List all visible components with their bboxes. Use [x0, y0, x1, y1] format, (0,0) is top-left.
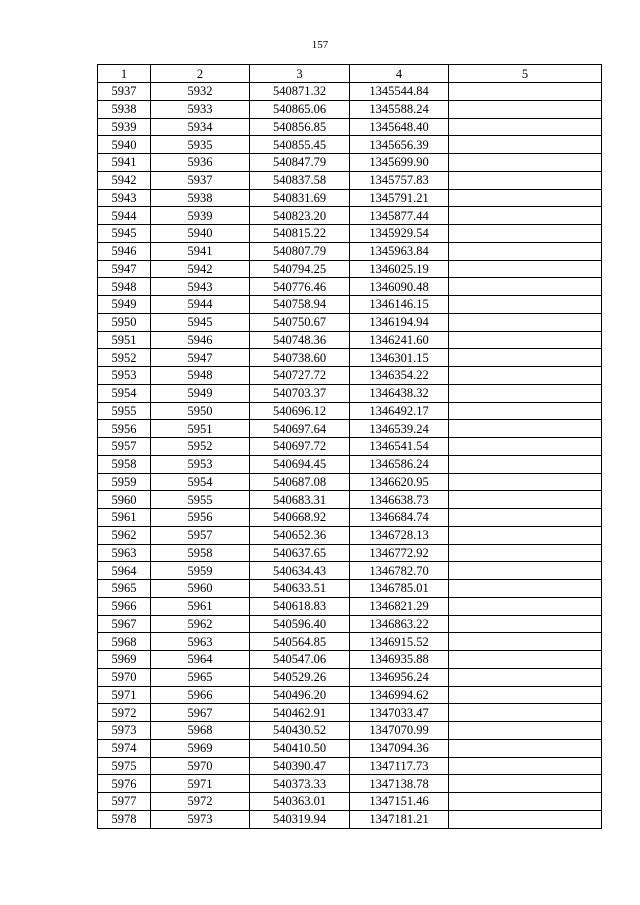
table-cell-col-3: 540697.64 [250, 420, 350, 438]
table-row [98, 313, 602, 331]
table-cell-col-5 [449, 580, 602, 598]
table-cell-col-1: 5945 [98, 225, 151, 243]
table-cell-col-2: 5965 [151, 668, 250, 686]
table-row [98, 331, 602, 349]
table-cell-col-2: 5967 [151, 704, 250, 722]
table-cell-col-3: 540390.47 [250, 757, 350, 775]
table-cell-col-2: 5943 [151, 278, 250, 296]
table-cell-col-4: 1345963.84 [350, 242, 449, 260]
table-cell-col-1: 5950 [98, 313, 151, 331]
table-row [98, 633, 602, 651]
table-cell-col-1: 5962 [98, 526, 151, 544]
column-header-5: 5 [449, 65, 602, 83]
table-cell-col-4: 1346620.95 [350, 473, 449, 491]
table-cell-col-5 [449, 83, 602, 101]
table-cell-col-5 [449, 793, 602, 811]
table-cell-col-4: 1346782.70 [350, 562, 449, 580]
table-cell-col-4: 1345757.83 [350, 171, 449, 189]
table-cell-col-5 [449, 473, 602, 491]
table-cell-col-2: 5948 [151, 367, 250, 385]
table-cell-col-1: 5951 [98, 331, 151, 349]
table-row [98, 189, 602, 207]
table-cell-col-4: 1347151.46 [350, 793, 449, 811]
table-cell-col-1: 5972 [98, 704, 151, 722]
table-cell-col-5 [449, 367, 602, 385]
table-cell-col-1: 5978 [98, 810, 151, 828]
table-cell-col-2: 5958 [151, 544, 250, 562]
table-cell-col-3: 540683.31 [250, 491, 350, 509]
table-cell-col-4: 1347138.78 [350, 775, 449, 793]
table-cell-col-3: 540855.45 [250, 136, 350, 154]
table-cell-col-1: 5943 [98, 189, 151, 207]
table-row [98, 775, 602, 793]
table-cell-col-5 [449, 384, 602, 402]
table-cell-col-1: 5965 [98, 580, 151, 598]
column-header-2: 2 [151, 65, 250, 83]
table-cell-col-5 [449, 491, 602, 509]
column-header-4: 4 [350, 65, 449, 83]
table-cell-col-1: 5958 [98, 455, 151, 473]
table-cell-col-5 [449, 686, 602, 704]
table-cell-col-5 [449, 420, 602, 438]
table-cell-col-2: 5935 [151, 136, 250, 154]
table-row [98, 544, 602, 562]
table-cell-col-1: 5967 [98, 615, 151, 633]
table-cell-col-3: 540634.43 [250, 562, 350, 580]
table-cell-col-3: 540496.20 [250, 686, 350, 704]
table-row [98, 100, 602, 118]
table-row [98, 171, 602, 189]
table-cell-col-3: 540652.36 [250, 526, 350, 544]
table-cell-col-4: 1346241.60 [350, 331, 449, 349]
column-header-1: 1 [98, 65, 151, 83]
table-cell-col-3: 540847.79 [250, 154, 350, 172]
table-row [98, 225, 602, 243]
table-cell-col-3: 540596.40 [250, 615, 350, 633]
table-cell-col-4: 1345791.21 [350, 189, 449, 207]
table-cell-col-3: 540750.67 [250, 313, 350, 331]
table-cell-col-3: 540856.85 [250, 118, 350, 136]
table-cell-col-4: 1347117.73 [350, 757, 449, 775]
table-cell-col-1: 5970 [98, 668, 151, 686]
table-cell-col-4: 1347181.21 [350, 810, 449, 828]
table-cell-col-4: 1345929.54 [350, 225, 449, 243]
table-cell-col-4: 1346586.24 [350, 455, 449, 473]
table-cell-col-3: 540696.12 [250, 402, 350, 420]
table-cell-col-2: 5959 [151, 562, 250, 580]
table-cell-col-4: 1345656.39 [350, 136, 449, 154]
table-cell-col-2: 5938 [151, 189, 250, 207]
table-row [98, 438, 602, 456]
table-cell-col-5 [449, 509, 602, 527]
table-cell-col-5 [449, 526, 602, 544]
table-row [98, 722, 602, 740]
table-cell-col-3: 540410.50 [250, 739, 350, 757]
table-cell-col-3: 540668.92 [250, 509, 350, 527]
table-row [98, 136, 602, 154]
table-cell-col-2: 5939 [151, 207, 250, 225]
table-cell-col-4: 1346785.01 [350, 580, 449, 598]
table-cell-col-3: 540462.91 [250, 704, 350, 722]
table-row [98, 420, 602, 438]
table-cell-col-4: 1346025.19 [350, 260, 449, 278]
table-cell-col-2: 5937 [151, 171, 250, 189]
table-cell-col-5 [449, 810, 602, 828]
table-row [98, 367, 602, 385]
table-row [98, 491, 602, 509]
table-cell-col-1: 5977 [98, 793, 151, 811]
table-cell-col-3: 540807.79 [250, 242, 350, 260]
table-cell-col-3: 540776.46 [250, 278, 350, 296]
table-cell-col-5 [449, 225, 602, 243]
table-header [98, 65, 602, 83]
table-cell-col-3: 540831.69 [250, 189, 350, 207]
table-cell-col-1: 5956 [98, 420, 151, 438]
table-cell-col-5 [449, 757, 602, 775]
column-header-3: 3 [250, 65, 350, 83]
table-cell-col-4: 1346090.48 [350, 278, 449, 296]
table-cell-col-3: 540687.08 [250, 473, 350, 491]
table-cell-col-1: 5968 [98, 633, 151, 651]
table-cell-col-1: 5938 [98, 100, 151, 118]
table-cell-col-2: 5964 [151, 651, 250, 669]
table-cell-col-3: 540430.52 [250, 722, 350, 740]
table-cell-col-5 [449, 668, 602, 686]
table-cell-col-2: 5953 [151, 455, 250, 473]
table-cell-col-1: 5963 [98, 544, 151, 562]
table-cell-col-3: 540823.20 [250, 207, 350, 225]
table-cell-col-5 [449, 562, 602, 580]
table-cell-col-5 [449, 739, 602, 757]
table-row [98, 509, 602, 527]
table-row [98, 118, 602, 136]
table-cell-col-1: 5939 [98, 118, 151, 136]
table-cell-col-5 [449, 171, 602, 189]
table-cell-col-3: 540694.45 [250, 455, 350, 473]
table-cell-col-5 [449, 651, 602, 669]
table-cell-col-2: 5933 [151, 100, 250, 118]
table-cell-col-3: 540618.83 [250, 597, 350, 615]
table-cell-col-4: 1346438.32 [350, 384, 449, 402]
table-cell-col-4: 1347070.99 [350, 722, 449, 740]
table-cell-col-1: 5948 [98, 278, 151, 296]
table-cell-col-5 [449, 633, 602, 651]
table-cell-col-1: 5966 [98, 597, 151, 615]
table-cell-col-3: 540529.26 [250, 668, 350, 686]
table-cell-col-3: 540758.94 [250, 296, 350, 314]
table-row [98, 686, 602, 704]
table-cell-col-1: 5944 [98, 207, 151, 225]
table-row [98, 526, 602, 544]
table-cell-col-5 [449, 242, 602, 260]
table-cell-col-3: 540633.51 [250, 580, 350, 598]
table-cell-col-4: 1347094.36 [350, 739, 449, 757]
table-cell-col-4: 1346194.94 [350, 313, 449, 331]
table-cell-col-3: 540738.60 [250, 349, 350, 367]
table-cell-col-4: 1345588.24 [350, 100, 449, 118]
table-cell-col-3: 540837.58 [250, 171, 350, 189]
coordinates-table [97, 64, 602, 829]
table-cell-col-3: 540319.94 [250, 810, 350, 828]
table-cell-col-2: 5934 [151, 118, 250, 136]
table-cell-col-2: 5947 [151, 349, 250, 367]
table-cell-col-3: 540697.72 [250, 438, 350, 456]
table-cell-col-2: 5951 [151, 420, 250, 438]
table-cell-col-5 [449, 278, 602, 296]
table-cell-col-1: 5955 [98, 402, 151, 420]
table-cell-col-3: 540815.22 [250, 225, 350, 243]
table-cell-col-2: 5945 [151, 313, 250, 331]
table-cell-col-5 [449, 313, 602, 331]
table-cell-col-2: 5941 [151, 242, 250, 260]
table-cell-col-1: 5959 [98, 473, 151, 491]
table-cell-col-5 [449, 260, 602, 278]
table-cell-col-3: 540748.36 [250, 331, 350, 349]
table-cell-col-2: 5956 [151, 509, 250, 527]
table-cell-col-2: 5969 [151, 739, 250, 757]
table-cell-col-2: 5961 [151, 597, 250, 615]
table-cell-col-2: 5949 [151, 384, 250, 402]
table-body [98, 83, 602, 829]
table-row [98, 384, 602, 402]
table-cell-col-1: 5946 [98, 242, 151, 260]
table-row [98, 83, 602, 101]
table-cell-col-3: 540637.65 [250, 544, 350, 562]
table-cell-col-4: 1346638.73 [350, 491, 449, 509]
table-cell-col-4: 1346994.62 [350, 686, 449, 704]
table-cell-col-2: 5968 [151, 722, 250, 740]
table-cell-col-1: 5940 [98, 136, 151, 154]
table-cell-col-4: 1346354.22 [350, 367, 449, 385]
table-row [98, 473, 602, 491]
table-cell-col-1: 5969 [98, 651, 151, 669]
table-cell-col-4: 1346539.24 [350, 420, 449, 438]
table-row [98, 402, 602, 420]
table-cell-col-2: 5952 [151, 438, 250, 456]
table-cell-col-4: 1345877.44 [350, 207, 449, 225]
table-cell-col-1: 5941 [98, 154, 151, 172]
table-cell-col-4: 1346728.13 [350, 526, 449, 544]
table-cell-col-4: 1346146.15 [350, 296, 449, 314]
table-cell-col-2: 5946 [151, 331, 250, 349]
table-cell-col-2: 5971 [151, 775, 250, 793]
table-cell-col-4: 1346956.24 [350, 668, 449, 686]
table-row [98, 455, 602, 473]
table-cell-col-1: 5960 [98, 491, 151, 509]
table-cell-col-4: 1345648.40 [350, 118, 449, 136]
table-cell-col-2: 5950 [151, 402, 250, 420]
table-cell-col-4: 1346863.22 [350, 615, 449, 633]
table-cell-col-2: 5957 [151, 526, 250, 544]
table-row [98, 278, 602, 296]
table-cell-col-5 [449, 722, 602, 740]
table-cell-col-2: 5970 [151, 757, 250, 775]
table-cell-col-5 [449, 597, 602, 615]
table-row [98, 296, 602, 314]
page-number: 157 [311, 39, 329, 51]
table-cell-col-5 [449, 136, 602, 154]
table-cell-col-1: 5974 [98, 739, 151, 757]
table-cell-col-2: 5966 [151, 686, 250, 704]
table-cell-col-5 [449, 207, 602, 225]
table-cell-col-3: 540363.01 [250, 793, 350, 811]
table-cell-col-1: 5964 [98, 562, 151, 580]
table-cell-col-5 [449, 100, 602, 118]
table-cell-col-4: 1346492.17 [350, 402, 449, 420]
table-cell-col-4: 1345699.90 [350, 154, 449, 172]
table-cell-col-2: 5942 [151, 260, 250, 278]
table-cell-col-1: 5975 [98, 757, 151, 775]
table-cell-col-2: 5944 [151, 296, 250, 314]
table-cell-col-5 [449, 118, 602, 136]
table-cell-col-5 [449, 189, 602, 207]
table-cell-col-5 [449, 402, 602, 420]
table-cell-col-3: 540871.32 [250, 83, 350, 101]
table-cell-col-1: 5971 [98, 686, 151, 704]
table-cell-col-5 [449, 544, 602, 562]
table-cell-col-1: 5976 [98, 775, 151, 793]
table-cell-col-3: 540794.25 [250, 260, 350, 278]
table-cell-col-1: 5954 [98, 384, 151, 402]
table-cell-col-2: 5955 [151, 491, 250, 509]
table-cell-col-2: 5962 [151, 615, 250, 633]
table-cell-col-2: 5972 [151, 793, 250, 811]
table-row [98, 260, 602, 278]
table-cell-col-3: 540564.85 [250, 633, 350, 651]
table-cell-col-1: 5961 [98, 509, 151, 527]
table-cell-col-4: 1346684.74 [350, 509, 449, 527]
table-row [98, 154, 602, 172]
table-row [98, 207, 602, 225]
table-cell-col-5 [449, 704, 602, 722]
header-row [98, 65, 602, 83]
table-cell-col-5 [449, 455, 602, 473]
table-cell-col-3: 540547.06 [250, 651, 350, 669]
table-row [98, 668, 602, 686]
table-row [98, 651, 602, 669]
table-row [98, 580, 602, 598]
table-cell-col-4: 1347033.47 [350, 704, 449, 722]
table-row [98, 739, 602, 757]
table-cell-col-3: 540703.37 [250, 384, 350, 402]
table-cell-col-5 [449, 775, 602, 793]
table-row [98, 757, 602, 775]
table-row [98, 793, 602, 811]
table-cell-col-4: 1346935.88 [350, 651, 449, 669]
table-cell-col-5 [449, 349, 602, 367]
table-cell-col-1: 5937 [98, 83, 151, 101]
table-cell-col-5 [449, 296, 602, 314]
table-cell-col-1: 5973 [98, 722, 151, 740]
table-cell-col-5 [449, 438, 602, 456]
table-cell-col-2: 5936 [151, 154, 250, 172]
table-cell-col-1: 5947 [98, 260, 151, 278]
table-cell-col-1: 5952 [98, 349, 151, 367]
table-cell-col-5 [449, 615, 602, 633]
table-cell-col-3: 540373.33 [250, 775, 350, 793]
table-cell-col-1: 5949 [98, 296, 151, 314]
table-cell-col-4: 1346541.54 [350, 438, 449, 456]
table-row [98, 597, 602, 615]
table-cell-col-4: 1345544.84 [350, 83, 449, 101]
table-cell-col-2: 5973 [151, 810, 250, 828]
table-row [98, 704, 602, 722]
table-cell-col-2: 5963 [151, 633, 250, 651]
table-row [98, 615, 602, 633]
table-cell-col-4: 1346821.29 [350, 597, 449, 615]
table-cell-col-2: 5932 [151, 83, 250, 101]
table-row [98, 562, 602, 580]
table-cell-col-2: 5940 [151, 225, 250, 243]
table-row [98, 349, 602, 367]
table-cell-col-2: 5954 [151, 473, 250, 491]
table-cell-col-1: 5953 [98, 367, 151, 385]
table-row [98, 242, 602, 260]
table-cell-col-1: 5957 [98, 438, 151, 456]
table-cell-col-4: 1346301.15 [350, 349, 449, 367]
table-cell-col-2: 5960 [151, 580, 250, 598]
table-cell-col-3: 540865.06 [250, 100, 350, 118]
table-cell-col-5 [449, 154, 602, 172]
table-cell-col-5 [449, 331, 602, 349]
table-cell-col-4: 1346772.92 [350, 544, 449, 562]
table-cell-col-4: 1346915.52 [350, 633, 449, 651]
table-cell-col-1: 5942 [98, 171, 151, 189]
table-row [98, 810, 602, 828]
table-cell-col-3: 540727.72 [250, 367, 350, 385]
